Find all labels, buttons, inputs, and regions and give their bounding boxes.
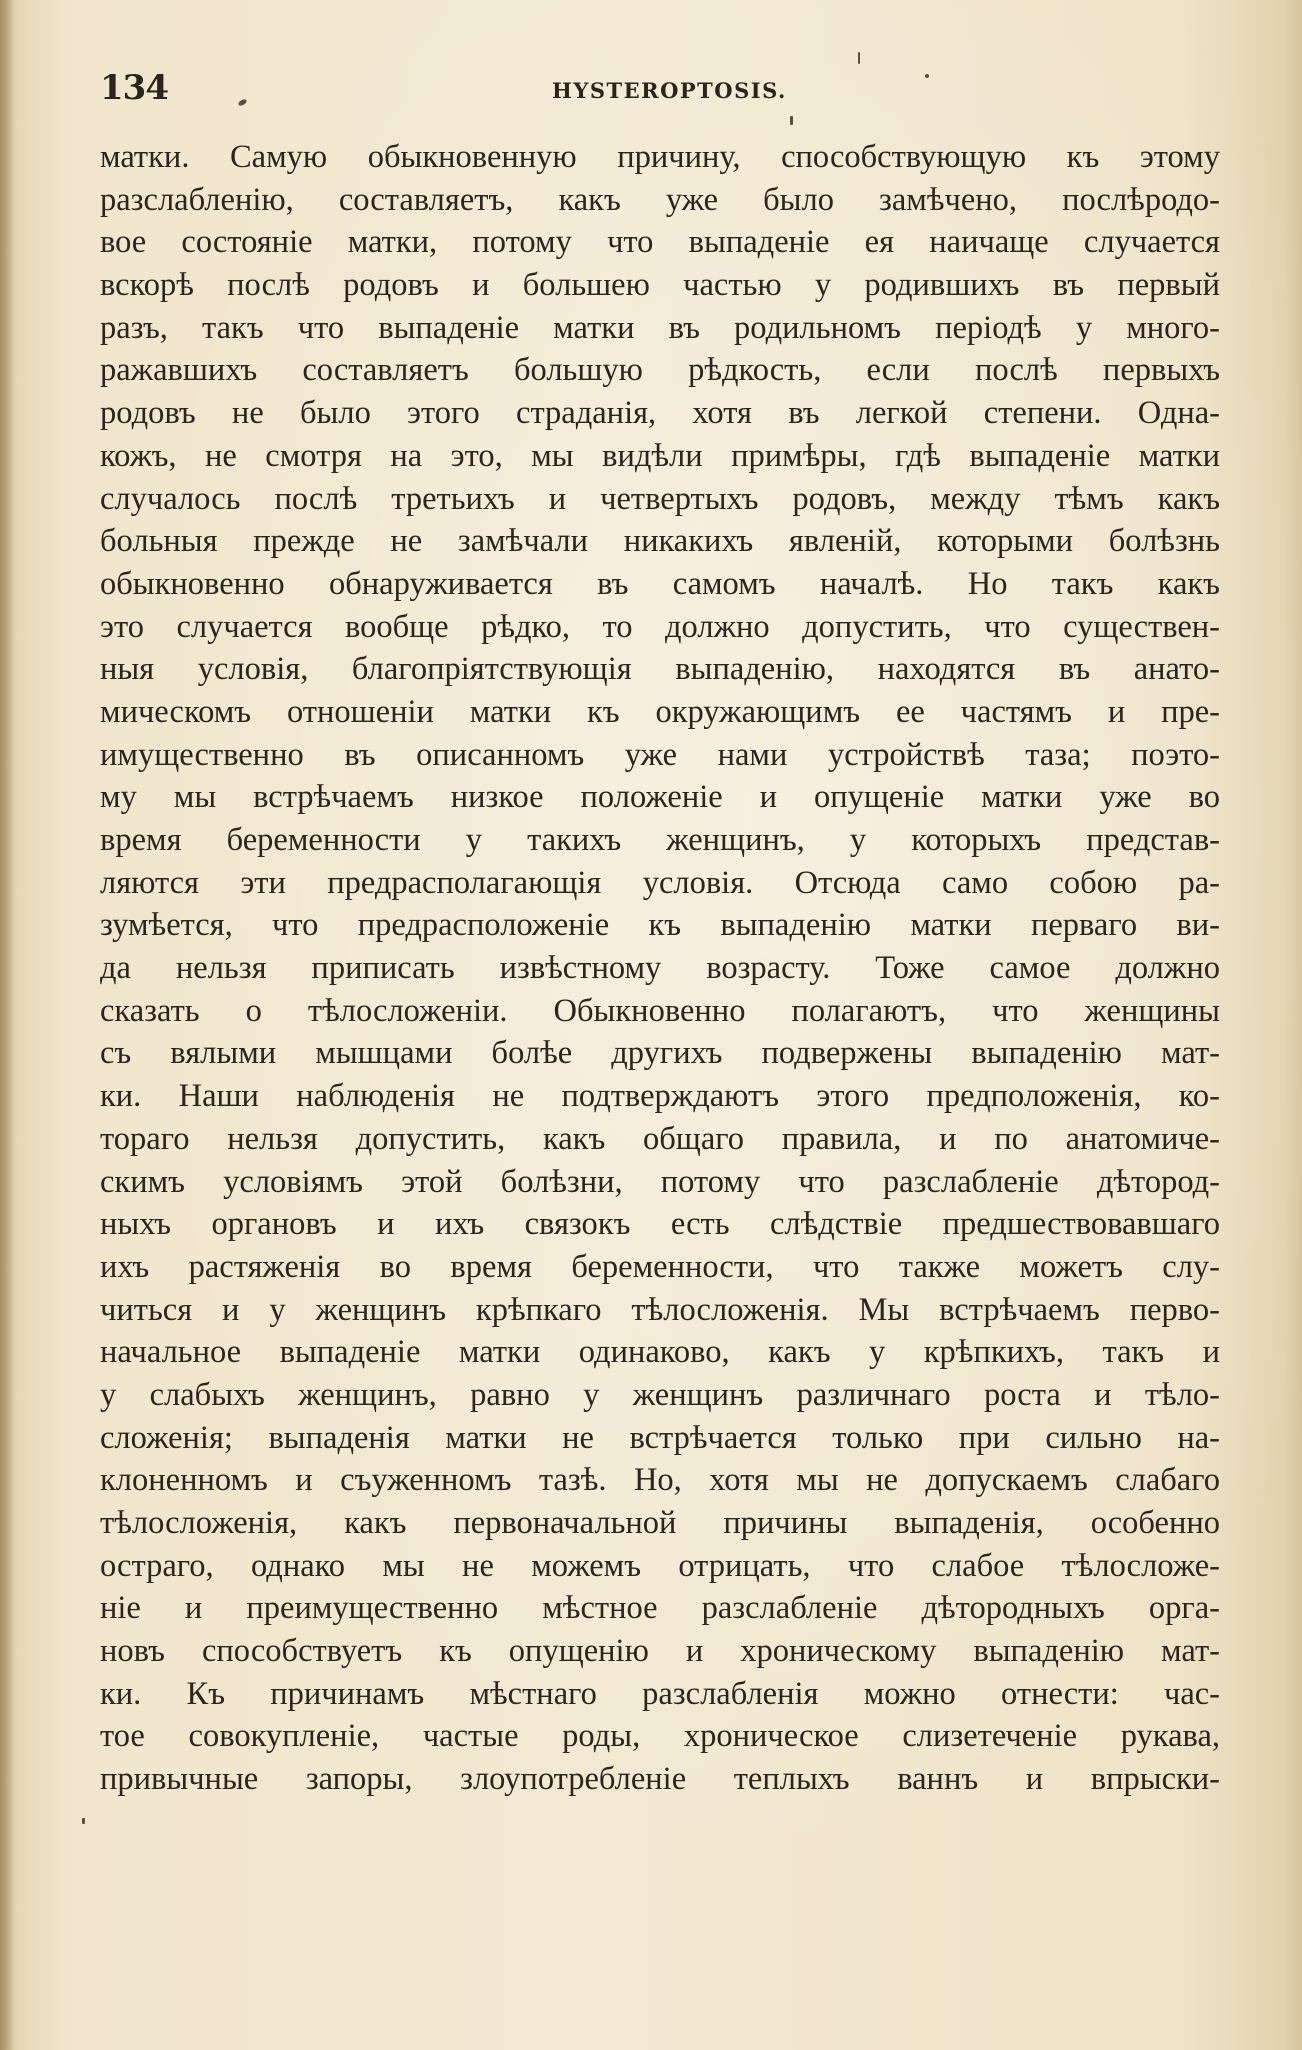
text-line: сказать о тѣлосложеніи. Обыкновенно полагаютъ, что женщины xyxy=(100,992,1220,1029)
ink-speck xyxy=(925,74,929,78)
text-line: ки. Къ причинамъ мѣстнаго разслабленія можно отнести: час- xyxy=(100,1675,1220,1712)
text-line: вое состояніе матки, потому что выпаденіе ея наичаще случается xyxy=(100,224,1220,261)
page-number: 134 xyxy=(100,68,168,108)
page-header xyxy=(100,68,1220,118)
text-line: мическомъ отношеніи матки къ окружающимъ ее частямъ и пре- xyxy=(100,693,1220,730)
body-text xyxy=(100,136,1220,1801)
text-line: тѣлосложенія, какъ первоначальной причины выпаденія, особенно xyxy=(100,1505,1220,1541)
text-line: у слабыхъ женщинъ, равно у женщинъ различнаго роста и тѣло- xyxy=(100,1376,1220,1413)
text-line: читься и у женщинъ крѣпкаго тѣлосложенія. Мы встрѣчаемъ перво- xyxy=(100,1291,1220,1328)
text-line: да нельзя приписать извѣстному возрасту. Тоже самое должно xyxy=(100,950,1220,987)
text-line: зумѣется, что предрасположеніе къ выпаденію матки перваго ви- xyxy=(100,907,1220,944)
text-line: кожъ, не смотря на это, мы видѣли примѣры, гдѣ выпаденіе матки xyxy=(100,437,1220,474)
text-line: разъ, такъ что выпаденіе матки въ родильномъ періодѣ у много- xyxy=(100,309,1220,346)
text-line: обыкновенно обнаруживается въ самомъ началѣ. Но такъ какъ xyxy=(100,565,1220,602)
text-line: съ вялыми мышцами болѣе другихъ подвержены выпаденію мат- xyxy=(100,1035,1220,1072)
text-line: матки. Самую обыкновенную причину, способствующую къ этому xyxy=(100,139,1220,175)
text-line: остраго, однако мы не можемъ отрицать, что слабое тѣлосложе- xyxy=(100,1547,1220,1584)
text-line: ражавшихъ составляетъ большую рѣдкость, если послѣ первыхъ xyxy=(100,352,1220,389)
page-gutter-shadow xyxy=(0,0,14,2050)
text-line: ныхъ органовъ и ихъ связокъ есть слѣдствіе предшествовавшаго xyxy=(100,1206,1220,1243)
running-head: HYSTEROPTOSIS. xyxy=(552,78,787,103)
ink-speck xyxy=(858,52,860,64)
text-line: это случается вообще рѣдко, то должно допустить, что существен- xyxy=(100,608,1220,645)
text-line: случалось послѣ третьихъ и четвертыхъ родовъ, между тѣмъ какъ xyxy=(100,480,1220,517)
text-line: разслабленію, составляетъ, какъ уже было замѣчено, послѣродо- xyxy=(100,181,1220,218)
text-line: ныя условія, благопріятствующія выпаденію, находятся въ анато- xyxy=(100,651,1220,688)
text-line: тораго нельзя допустить, какъ общаго правила, и по анатомиче- xyxy=(100,1120,1220,1157)
ink-speck xyxy=(82,1818,85,1824)
text-line: родовъ не было этого страданія, хотя въ легкой степени. Одна- xyxy=(100,395,1220,432)
text-line: клоненномъ и съуженномъ тазѣ. Но, хотя мы не допускаемъ слабаго xyxy=(100,1462,1220,1499)
text-line: ляются эти предрасполагающія условія. Отсюда само собою ра- xyxy=(100,864,1220,901)
ink-speck xyxy=(790,116,793,125)
text-line: сложенія; выпаденія матки не встрѣчается только при сильно на- xyxy=(100,1419,1220,1456)
text-line: ніе и преимущественно мѣстное разслабленіе дѣтородныхъ орга- xyxy=(100,1590,1220,1627)
text-line: имущественно въ описанномъ уже нами устройствѣ таза; поэто- xyxy=(100,736,1220,773)
text-line: тое совокупленіе, частые роды, хроническое слизетеченіе рукава, xyxy=(100,1718,1220,1755)
text-line: ки. Наши наблюденія не подтверждаютъ этого предположенія, ко- xyxy=(100,1078,1220,1115)
text-line: му мы встрѣчаемъ низкое положеніе и опущеніе матки уже во xyxy=(100,779,1220,816)
text-line: начальное выпаденіе матки одинаково, какъ у крѣпкихъ, такъ и xyxy=(100,1334,1220,1371)
text-line: больныя прежде не замѣчали никакихъ явленій, которыми болѣзнь xyxy=(100,523,1220,560)
text-line: ихъ растяженія во время беременности, что также можетъ слу- xyxy=(100,1248,1220,1285)
text-line: вскорѣ послѣ родовъ и большею частью у родившихъ въ первый xyxy=(100,267,1220,304)
text-line: новъ способствуетъ къ опущенію и хроническому выпаденію мат- xyxy=(100,1633,1220,1670)
text-line: скимъ условіямъ этой болѣзни, потому что разслабленіе дѣтород- xyxy=(100,1163,1220,1200)
text-line: время беременности у такихъ женщинъ, у которыхъ представ- xyxy=(100,822,1220,858)
text-line: привычные запоры, злоупотребленіе теплыхъ ваннъ и впрыски- xyxy=(100,1761,1220,1798)
